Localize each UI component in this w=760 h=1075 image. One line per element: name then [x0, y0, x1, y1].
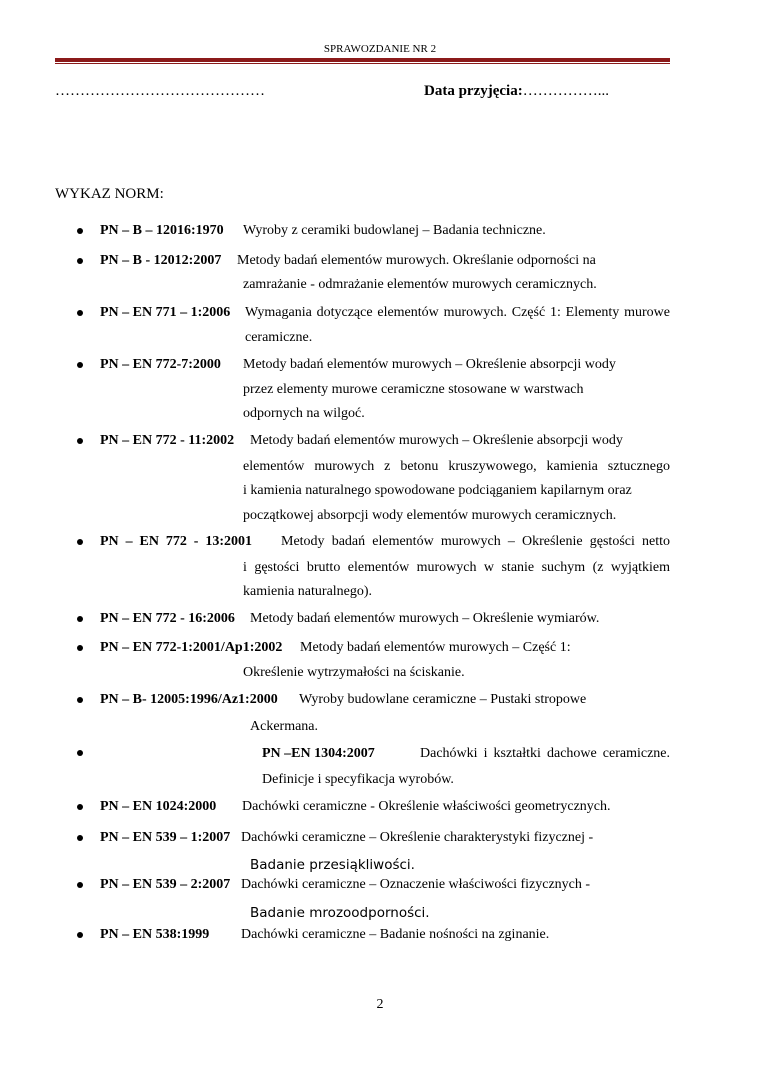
norm-desc-line: Badanie mrozoodporności. — [250, 905, 430, 921]
page-number: 2 — [376, 997, 384, 1012]
norm-desc-line: elementów murowych z betonu kruszywowego, kamienia sztucznego — [243, 459, 670, 474]
norm-code: PN – EN 772 - 16:2006 — [100, 611, 235, 626]
bullet-2 — [77, 258, 83, 264]
section-title: WYKAZ NORM: — [55, 186, 164, 202]
norm-desc-line: Metody badań elementów murowych – Określenie wymiarów. — [250, 611, 600, 626]
norm-desc-line: Metody badań elementów murowych – Określenie gęstości netto — [281, 534, 670, 549]
norm-code: PN – EN 1024:2000 — [100, 799, 217, 814]
norm-desc-line: Definicje i specyfikacja wyrobów. — [262, 772, 454, 787]
norm-desc-line: Dachówki ceramiczne – Badanie nośności na zginanie. — [241, 927, 550, 942]
bullet-3 — [77, 310, 83, 316]
bullet-9 — [77, 697, 83, 703]
bullet-11 — [77, 804, 83, 810]
norm-code: PN – EN 772 - 13:2001 — [100, 534, 252, 549]
date-blank: ……………... — [522, 83, 609, 99]
bullet-10 — [77, 750, 83, 756]
norm-code: PN – B – 12016:1970 — [100, 223, 224, 238]
norm-desc-line: Wymagania dotyczące elementów murowych. Część 1: Elementy murowe — [245, 305, 670, 320]
bullet-4 — [77, 362, 83, 368]
bullet-8 — [77, 645, 83, 651]
bullet-7 — [77, 616, 83, 622]
norm-desc-line: Metody badań elementów murowych – Określenie absorpcji wody — [243, 357, 616, 372]
norm-desc-line: Dachówki ceramiczne - Określenie właściwości geometrycznych. — [242, 799, 611, 814]
norm-desc-line: odpornych na wilgoć. — [243, 406, 365, 421]
date-label: Data przyjęcia: — [424, 83, 523, 99]
header-rule-thin — [55, 63, 670, 64]
norm-desc-line: i gęstości brutto elementów murowych w stanie suchym (z wyjątkiem — [243, 560, 670, 575]
bullet-6 — [77, 539, 83, 545]
norm-desc-line: ceramiczne. — [245, 330, 313, 345]
norm-desc-line: Metody badań elementów murowych – Część 1: — [300, 640, 571, 655]
norm-code: PN – EN 772-1:2001/Ap1:2002 — [100, 640, 283, 655]
norm-code: PN –EN 1304:2007 — [262, 746, 375, 761]
header-rule-thick — [55, 58, 670, 62]
bullet-12 — [77, 835, 83, 841]
norm-desc-line: zamrażanie - odmrażanie elementów murowych ceramicznych. — [243, 277, 597, 292]
norm-desc-line: Metody badań elementów murowych – Określenie absorpcji wody — [250, 433, 623, 448]
norm-desc-line: Dachówki ceramiczne – Oznaczenie właściwości fizycznych - — [241, 877, 591, 892]
norm-code: PN – EN 772 - 11:2002 — [100, 433, 235, 448]
norm-code: PN – EN 539 – 1:2007 — [100, 830, 231, 845]
norm-desc-line: Dachówki ceramiczne – Określenie charakterystyki fizycznej - — [241, 830, 594, 845]
bullet-13 — [77, 882, 83, 888]
bullet-1 — [77, 228, 83, 234]
date-field — [424, 83, 609, 100]
norm-code: PN – EN 771 – 1:2006 — [100, 305, 231, 320]
norm-desc-line: przez elementy murowe ceramiczne stosowane w warstwach — [243, 382, 584, 397]
norm-desc-line: kamienia naturalnego). — [243, 584, 373, 599]
norm-code: PN – EN 772-7:2000 — [100, 357, 221, 372]
norm-desc-line: Ackermana. — [250, 719, 319, 734]
norm-code: PN – EN 538:1999 — [100, 927, 210, 942]
norm-desc-line: początkowej absorpcji wody elementów murowych ceramicznych. — [243, 508, 617, 523]
norm-code: PN – EN 539 – 2:2007 — [100, 877, 231, 892]
norm-desc-line: Wyroby z ceramiki budowlanej – Badania techniczne. — [243, 223, 546, 238]
norm-desc-line: Wyroby budowlane ceramiczne – Pustaki stropowe — [299, 692, 587, 707]
norm-desc-line: Metody badań elementów murowych. Określanie odporności na — [237, 253, 596, 268]
norm-code: PN – B- 12005:1996/Az1:2000 — [100, 692, 278, 707]
bullet-14 — [77, 932, 83, 938]
norm-desc-line: Określenie wytrzymałości na ściskanie. — [243, 665, 465, 680]
norm-code: PN – B - 12012:2007 — [100, 253, 222, 268]
bullet-5 — [77, 438, 83, 444]
name-blank: …………………………………… — [55, 83, 265, 99]
norm-desc-line: Dachówki i kształtki dachowe ceramiczne. — [420, 746, 670, 761]
norm-desc-line: i kamienia naturalnego spowodowane podciąganiem kapilarnym oraz — [243, 483, 632, 498]
running-header: SPRAWOZDANIE NR 2 — [323, 43, 437, 55]
norm-desc-line: Badanie przesiąkliwości. — [250, 857, 415, 873]
